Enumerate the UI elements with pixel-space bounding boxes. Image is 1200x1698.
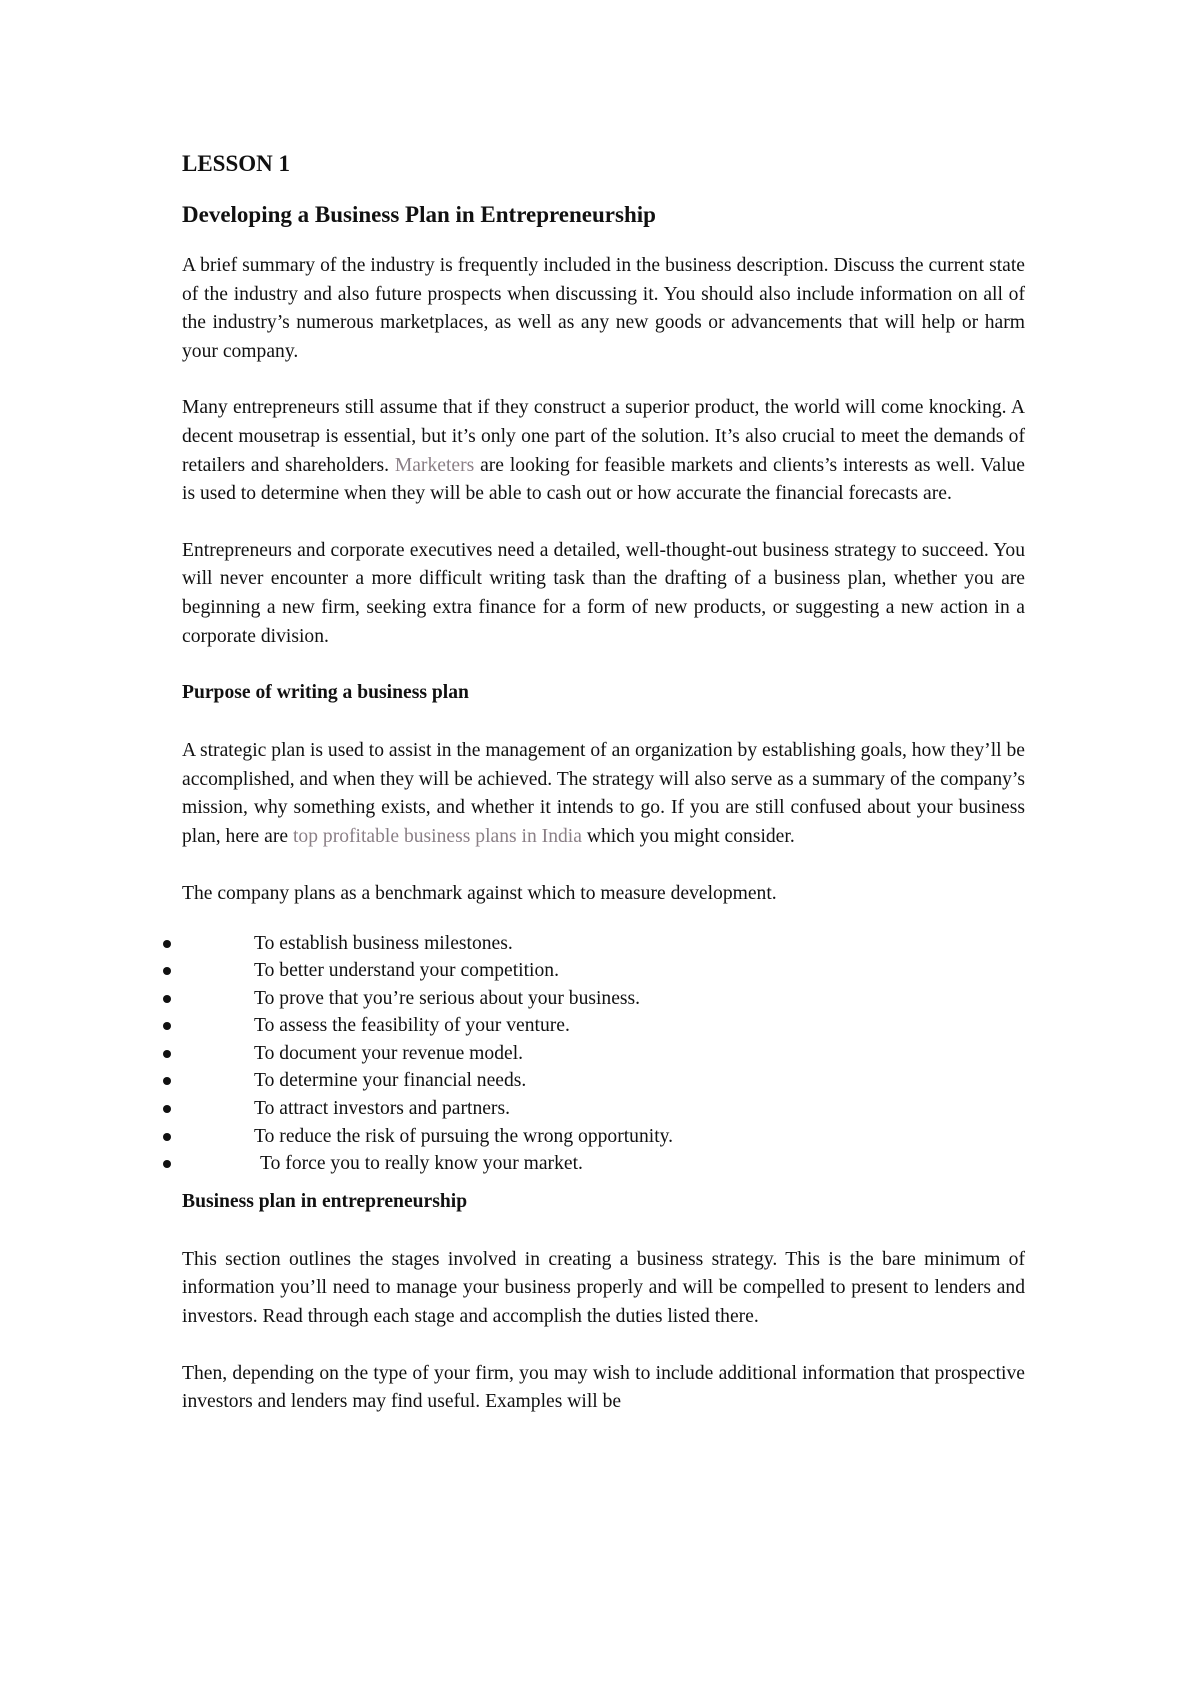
list-item-text: To establish business milestones.	[254, 932, 513, 954]
intro-paragraph: A brief summary of the industry is frequently included in the business description. Discuss the current state of the industry and also future prospects when discussing it. You should also include information on all of the industry’s numerous marketplaces, as well as any new goods or advancements that will help or harm your company.	[182, 255, 1025, 362]
list-item	[182, 1067, 1025, 1095]
bullet-icon	[163, 995, 171, 1003]
stages-paragraph: This section outlines the stages involved in creating a business strategy. This is the bare minimum of information you’ll need to manage your business properly and will be compelled to present to lenders and investors. Read through each stage and accomplish the duties listed there.	[182, 1248, 1025, 1328]
bullet-icon	[163, 1160, 171, 1168]
bullet-icon	[163, 1105, 171, 1113]
list-item-text: To assess the feasibility of your venture.	[254, 1015, 570, 1037]
bullet-icon	[163, 967, 171, 975]
purpose-bullet-list	[182, 930, 1025, 1178]
strategic-plan-text-1: A strategic plan is used to assist in the management of an organization by establishing goals, how they’ll be accomplished, and when they will be achieved. The strategy will also serve as a summary of the company’s mission, why something exists, and whether it intends to go. If you are still confused about your business plan, here are	[182, 740, 1025, 847]
list-item-text: To reduce the risk of pursuing the wrong opportunity.	[254, 1125, 674, 1147]
list-item	[182, 1123, 1025, 1151]
list-item-text: To attract investors and partners.	[254, 1098, 510, 1120]
strategic-plan-paragraph	[182, 737, 1025, 851]
list-item	[182, 957, 1025, 985]
strategic-plan-text-2: which you might consider.	[581, 825, 795, 847]
document-title: Developing a Business Plan in Entrepreneurship	[182, 202, 656, 227]
profitable-plans-link[interactable]: top profitable business plans in India	[292, 825, 582, 847]
product-paragraph	[182, 394, 1025, 508]
list-item-text: To prove that you’re serious about your business.	[254, 987, 641, 1009]
document-body	[182, 146, 1025, 1445]
bullet-icon	[163, 1133, 171, 1141]
benchmark-line: The company plans as a benchmark against which to measure development.	[182, 882, 777, 904]
list-item-text: To force you to really know your market.	[260, 1153, 583, 1175]
additional-info-paragraph: Then, depending on the type of your firm, you may wish to include additional information that prospective investors and lenders may find useful. Examples will be	[182, 1362, 1025, 1413]
bullet-icon	[163, 1077, 171, 1085]
list-item	[182, 930, 1025, 958]
bullet-icon	[163, 1050, 171, 1058]
purpose-heading: Purpose of writing a business plan	[182, 682, 469, 704]
list-item-text: To determine your financial needs.	[254, 1070, 527, 1092]
list-item	[182, 1040, 1025, 1068]
list-item	[182, 985, 1025, 1013]
list-item	[182, 1095, 1025, 1123]
business-plan-heading: Business plan in entrepreneurship	[182, 1190, 468, 1212]
strategy-paragraph: Entrepreneurs and corporate executives need a detailed, well-thought-out business strategy to succeed. You will never encounter a more difficult writing task than the drafting of a business plan, whether you are beginning a new firm, seeking extra finance for a form of new products, or suggesting a new action in a corporate division.	[182, 539, 1025, 647]
list-item	[182, 1150, 1025, 1178]
bullet-icon	[163, 940, 171, 948]
bullet-icon	[163, 1022, 171, 1030]
lesson-label: LESSON 1	[182, 151, 291, 176]
product-paragraph-text-1: Many entrepreneurs still assume that if they construct a superior product, the world will come knocking. A decent mousetrap is essential, but it’s only one part of the solution. It’s also crucial to meet the demands of retailers and shareholders.	[182, 397, 1025, 476]
marketers-link[interactable]: Marketers	[394, 454, 475, 476]
product-paragraph-text-2: are looking for feasible markets and clients’s interests as well. Value is used to determine when they will be able to cash out or how accurate the financial forecasts are.	[182, 454, 1025, 505]
list-item-text: To document your revenue model.	[254, 1042, 524, 1064]
list-item	[182, 1012, 1025, 1040]
list-item-text: To better understand your competition.	[254, 960, 559, 982]
